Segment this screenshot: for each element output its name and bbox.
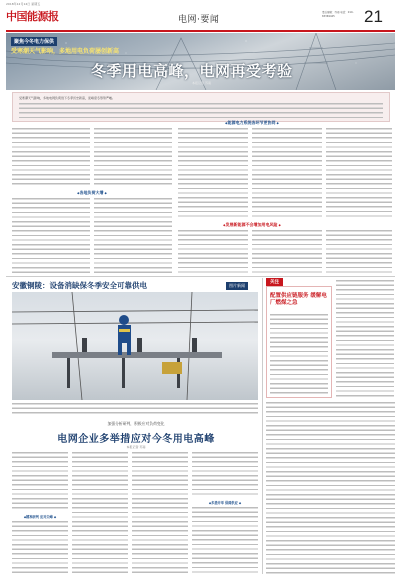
- bottom-headline: 电网企业多举措应对今冬用电高峰: [57, 434, 215, 445]
- article-col-4a: [252, 128, 322, 220]
- intro-text: 受寒潮天气影响，多地电网负荷创下冬季历史新高，迎峰度冬形势严峻。: [19, 96, 116, 100]
- column-divider: [262, 278, 263, 574]
- right-col-continuation: [266, 402, 395, 574]
- sidebar-col-right: [336, 280, 394, 398]
- article-col-2a: [94, 128, 172, 188]
- article-col-1a: [12, 128, 90, 188]
- section-divider: [6, 276, 395, 277]
- bottom-heading-2: ◆ 多措并举 保障供应 ◆: [192, 500, 258, 505]
- sidebar-title: 配置供应链服务 缓解电厂燃煤之急: [270, 293, 327, 306]
- article-col-5b: [326, 230, 392, 274]
- bottom-col-1b: [12, 521, 68, 573]
- intro-box: [12, 92, 390, 122]
- masthead-rule: [6, 30, 395, 32]
- heading-mid-1: ◆ 能源电力系统各环节更协同 ◆: [178, 120, 326, 126]
- photo-news-tag: 图片新闻: [226, 282, 248, 290]
- intro-body-filler: [19, 103, 383, 118]
- heading-left-1: ◆ 各地负荷大增 ◆: [12, 190, 172, 196]
- photo-caption: [12, 403, 258, 415]
- bottom-col-4b: [192, 507, 258, 573]
- section-name: 电网·要闻: [178, 15, 220, 25]
- photo-news-title: 安徽铜陵：设备消缺保冬季安全可靠供电: [12, 281, 147, 290]
- bottom-heading-1: ◆ 精准研判 应对尖峰 ◆: [12, 514, 68, 519]
- hero-banner: [6, 33, 395, 90]
- article-col-5a: [326, 128, 392, 220]
- newspaper-logo: 中国能源报: [6, 10, 59, 23]
- bottom-col-3: [132, 452, 188, 573]
- bottom-col-1a: [12, 452, 68, 512]
- hero-subtitle: 受寒潮天气影响，多地用电负荷屡创新高: [11, 48, 120, 55]
- sidebar-body: [270, 314, 328, 396]
- hero-credit: 本报记者 苏南: [192, 81, 211, 85]
- bottom-byline: 本报记者 苏南: [126, 445, 146, 449]
- article-col-3a: [178, 128, 248, 220]
- sidebar-label: 关注: [266, 278, 283, 286]
- hero-title: 冬季用电高峰，电网再受考验: [91, 62, 293, 80]
- bottom-col-4a: [192, 452, 258, 498]
- issue-date: 2018年12月14日 星期五: [6, 2, 41, 6]
- heading-mid-2: ◆ 发展新能源不会增加用电风险 ◆: [178, 222, 326, 228]
- article-col-1b: [12, 198, 90, 274]
- masthead: [0, 0, 401, 28]
- article-col-4b: [252, 230, 322, 274]
- photo-lineman: [12, 292, 258, 400]
- hero-kicker: 聚焦今冬电力保供: [11, 37, 57, 46]
- bottom-col-2: [72, 452, 128, 573]
- page-number: 21: [364, 7, 383, 26]
- lineman-illustration: [12, 292, 258, 400]
- article-col-3b: [178, 230, 248, 274]
- bottom-subhead: 加强分析研判，积极应对负荷变化: [107, 421, 165, 426]
- sidebar-focus: [266, 278, 395, 398]
- article-col-2b: [94, 198, 172, 274]
- editor-info: 责任编辑：苏南 电话：010-65369445: [322, 11, 354, 18]
